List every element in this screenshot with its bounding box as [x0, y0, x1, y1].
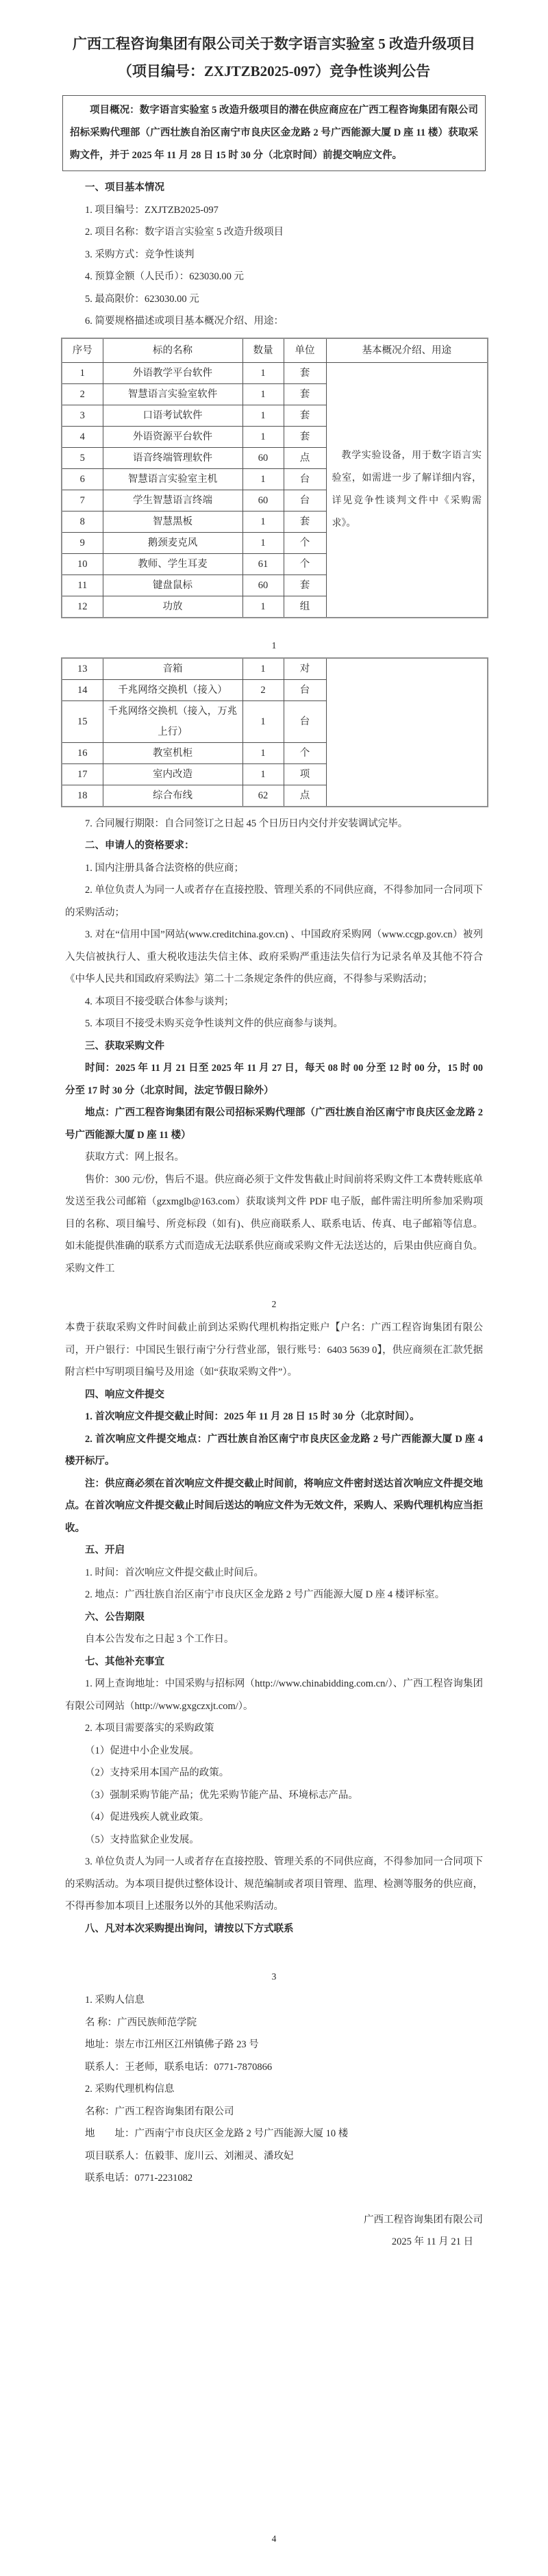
paragraph: 1. 采购人信息	[85, 1995, 145, 2006]
paragraph: 3. 单位负责人为同一人或者存在直接控股、管理关系的不同供应商，不得参加同一合同项下的采购活动。为本项目提供过整体设计、规范编制或者项目管理、监理、检测等服务的供应商，不得再参加本项目上述服务以外的其他采购活动。	[65, 1856, 483, 1912]
table-cell: 学生智慧语言终端	[103, 490, 242, 511]
paragraph: 7. 合同履行期限：自合同签订之日起 45 个日历日内交付并安装调试完毕。	[85, 818, 408, 829]
paragraph: （3）强制采购节能产品；优先采购节能产品、环境标志产品。	[85, 1789, 358, 1801]
paragraph: （4）促进残疾人就业政策。	[85, 1812, 210, 1823]
content-page3	[65, 1317, 483, 1940]
paragraph: 联系人：王老师，联系电话：0771-7870866	[85, 2061, 273, 2073]
table-note-cell: 教学实验设备，用于数字语言实验室，如需进一步了解详细内容，详见竞争性谈判文件中《采购需求》。	[326, 362, 488, 618]
paragraph: 联系电话：0771-2231082	[85, 2173, 193, 2184]
table-header-cell: 数量	[242, 338, 284, 363]
table-header-row	[62, 338, 488, 363]
paragraph: 获取方式：网上报名。	[85, 1152, 184, 1163]
table-cell: 千兆网络交换机（接入，万兆上行）	[103, 700, 242, 742]
table-cell: 台	[284, 679, 326, 700]
basic-info-item: 2. 项目名称：数字语言实验室 5 改造升级项目	[85, 227, 284, 238]
paragraph: 2. 地点：广西壮族自治区南宁市良庆区金龙路 2 号广西能源大厦 D 座 4 楼评标室。	[85, 1589, 445, 1600]
page-number-1: 1	[271, 640, 277, 651]
paragraph: 地点：广西工程咨询集团有限公司招标采购代理部（广西壮族自治区南宁市良庆区金龙路 2 号广西能源大厦 D 座 11 楼）	[65, 1107, 483, 1141]
table-cell: 个	[284, 553, 326, 574]
paragraph: 二、申请人的资格要求：	[85, 840, 195, 851]
paragraph: 三、获取采购文件	[85, 1040, 164, 1052]
table-cell: 1	[242, 700, 284, 742]
table-row	[62, 362, 488, 383]
table-cell: 1	[242, 596, 284, 618]
table-cell: 千兆网络交换机（接入）	[103, 679, 242, 700]
table-cell: 5	[62, 447, 103, 468]
paragraph: 名称：广西工程咨询集团有限公司	[85, 2106, 234, 2117]
basic-info-item: 5. 最高限价：623030.00 元	[85, 293, 199, 305]
paragraph: 时间：2025 年 11 月 21 日至 2025 年 11 月 27 日，每天 08 时 00 分至 12 时 00 分，15 时 00 分至 17 时 30 分（北京时间，法定节假日除外）	[65, 1063, 483, 1096]
table-cell: 套	[284, 362, 326, 383]
paragraph: 八、凡对本次采购提出询问，请按以下方式联系	[85, 1923, 294, 1934]
paragraph: 2. 采购代理机构信息	[85, 2084, 175, 2095]
table-cell: 室内改造	[103, 763, 242, 785]
paragraph: 名 称：广西民族师范学院	[85, 2017, 197, 2028]
table-cell: 教室机柜	[103, 742, 242, 763]
content-page4	[65, 1989, 483, 2190]
table-cell: 个	[284, 532, 326, 553]
table-cell: 口语考试软件	[103, 405, 242, 426]
page-number-4: 4	[271, 2534, 277, 2544]
table-header-cell: 单位	[284, 338, 326, 363]
table-cell: 6	[62, 468, 103, 490]
paragraph: 1. 网上查询地址：中国采购与招标网（http://www.chinabidding.com.cn/）、广西工程咨询集团有限公司网站（http://www.gxgczxjt.com/）。	[65, 1678, 483, 1712]
table-header-cell: 序号	[62, 338, 103, 363]
table-cell: 鹅颈麦克风	[103, 532, 242, 553]
content-page2	[65, 813, 483, 1280]
table-row	[62, 658, 488, 680]
table-cell: 8	[62, 511, 103, 532]
table-cell: 1	[242, 658, 284, 680]
table-cell: 组	[284, 596, 326, 618]
table-cell: 1	[242, 532, 284, 553]
table-cell: 外语教学平台软件	[103, 362, 242, 383]
table-cell: 60	[242, 447, 284, 468]
paragraph: 地 址：广西南宁市良庆区金龙路 2 号广西能源大厦 10 楼	[85, 2128, 349, 2139]
paragraph: 本费于获取采购文件时间截止前到达采购代理机构指定账户【户名：广西工程咨询集团有限公司，开户银行：中国民生银行南宁分行营业部，银行账号：6403 5639 0】，供应商须在汇款凭据附言栏中写明项目编号及用途（如“获取采购文件”）。	[65, 1322, 483, 1378]
signature-company: 广西工程咨询集团有限公司	[364, 2214, 483, 2225]
table-cell: 个	[284, 742, 326, 763]
table-header-cell: 基本概况介绍、用途	[326, 338, 488, 363]
table-cell: 3	[62, 405, 103, 426]
project-overview-box	[62, 95, 486, 171]
table-cell: 1	[62, 362, 103, 383]
table-cell: 点	[284, 447, 326, 468]
table-cell: 智慧语言实验室软件	[103, 383, 242, 405]
paragraph: 1. 时间：首次响应文件提交截止时间后。	[85, 1567, 264, 1578]
basic-info-item: 1. 项目编号：ZXJTZB2025-097	[85, 204, 219, 216]
paragraph: 2. 本项目需要落实的采购政策	[85, 1723, 214, 1734]
document-title-line1: 广西工程咨询集团有限公司关于数字语言实验室 5 改造升级项目	[73, 36, 475, 52]
procurement-items-table-page2	[61, 657, 488, 807]
procurement-items-table-page1	[61, 338, 488, 618]
table-cell: 13	[62, 658, 103, 680]
paragraph: 2. 首次响应文件提交地点：广西壮族自治区南宁市良庆区金龙路 2 号广西能源大厦 D 座 4 楼开标厅。	[65, 1433, 483, 1467]
paragraph: 2. 单位负责人为同一人或者存在直接控股、管理关系的不同供应商，不得参加同一合同项下的采购活动；	[65, 885, 483, 918]
section-basic-info-items	[65, 199, 483, 333]
paragraph: 1. 国内注册具备合法资格的供应商；	[85, 862, 244, 874]
paragraph: 项目联系人：伍毅菲、庞川云、刘湘灵、潘玫妃	[85, 2150, 294, 2162]
paragraph: （5）支持监狱企业发展。	[85, 1834, 199, 1845]
table-cell: 套	[284, 383, 326, 405]
table-cell: 1	[242, 362, 284, 383]
table-cell: 2	[62, 383, 103, 405]
paragraph: 自本公告发布之日起 3 个工作日。	[85, 1634, 234, 1645]
table-cell: 7	[62, 490, 103, 511]
section-basic-info	[65, 177, 483, 333]
document-title-line2: （项目编号：ZXJTZB2025-097）竞争性谈判公告	[117, 63, 431, 79]
table-cell: 2	[242, 679, 284, 700]
table-cell: 1	[242, 763, 284, 785]
signature-date: 2025 年 11 月 21 日	[391, 2236, 473, 2247]
signature-block	[65, 2209, 483, 2253]
table-cell: 套	[284, 426, 326, 447]
table-cell: 14	[62, 679, 103, 700]
page-number-3: 3	[271, 1971, 277, 1982]
table-header-cell: 标的名称	[103, 338, 242, 363]
table-cell: 项	[284, 763, 326, 785]
table-cell: 套	[284, 405, 326, 426]
table-cell: 套	[284, 574, 326, 596]
table-cell: 1	[242, 383, 284, 405]
paragraph: （1）促进中小企业发展。	[85, 1745, 199, 1756]
table-cell: 对	[284, 658, 326, 680]
table-cell: 12	[62, 596, 103, 618]
paragraph: 4. 本项目不接受联合体参与谈判；	[85, 996, 234, 1007]
table-cell: 智慧语言实验室主机	[103, 468, 242, 490]
paragraph: 1. 首次响应文件提交截止时间：2025 年 11 月 28 日 15 时 30 分（北京时间）。	[85, 1411, 420, 1422]
table-cell: 60	[242, 574, 284, 596]
table-note-cell	[326, 658, 488, 807]
table-cell: 15	[62, 700, 103, 742]
table-cell: 11	[62, 574, 103, 596]
paragraph: 售价：300 元/份，售后不退。供应商必须于文件发售截止时间前将采购文件工本费转账底单发送至我公司邮箱（gzxmglb@163.com）获取谈判文件 PDF 电子版，邮件需注明所参加采购项目的名称、项目编号、所竞标段（如有)、供应商联系人、联系电话、传真、电子邮箱等信息。如未能提供准确的联系方式而造成无法联系供应商或采购文件无法送达的，后果由供应商自负。采购文件工	[65, 1174, 483, 1274]
table-cell: 智慧黑板	[103, 511, 242, 532]
table-cell: 4	[62, 426, 103, 447]
table-cell: 9	[62, 532, 103, 553]
project-overview-text: 项目概况：数字语言实验室 5 改造升级项目的潜在供应商应在广西工程咨询集团有限公司招标采购代理部（广西壮族自治区南宁市良庆区金龙路 2 号广西能源大厦 D 座 11 楼）获取采购文件，并于 2025 年 11 月 28 日 15 时 30 分（北京时间）前提交响应文件。	[70, 105, 478, 161]
paragraph: 5. 本项目不接受未购买竞争性谈判文件的供应商参与谈判。	[85, 1018, 343, 1029]
table-cell: 综合布线	[103, 785, 242, 807]
paragraph: 3. 对在“信用中国”网站(www.creditchina.gov.cn) 、中国政府采购网（www.ccgp.gov.cn）被列入失信被执行人、重大税收违法失信主体、政府采购严重违法失信行为记录名单及其他不符合《中华人民共和国政府采购法》第二十二条规定条件的供应商，不得参与采购活动；	[65, 929, 483, 985]
paragraph: 五、开启	[85, 1545, 125, 1556]
table-cell: 16	[62, 742, 103, 763]
table-cell: 功放	[103, 596, 242, 618]
table-cell: 语音终端管理软件	[103, 447, 242, 468]
table-cell: 套	[284, 511, 326, 532]
table-cell: 教师、学生耳麦	[103, 553, 242, 574]
table-cell: 音箱	[103, 658, 242, 680]
table-cell: 60	[242, 490, 284, 511]
table-cell: 1	[242, 405, 284, 426]
table-cell: 台	[284, 468, 326, 490]
paragraph: 六、公告期限	[85, 1611, 145, 1623]
paragraph: （2）支持采用本国产品的政策。	[85, 1767, 229, 1778]
paragraph: 注：供应商必须在首次响应文件提交截止时间前，将响应文件密封送达首次响应文件提交地点。在首次响应文件提交截止时间后送达的响应文件为无效文件，采购人、采购代理机构应当拒收。	[65, 1478, 483, 1534]
table-cell: 10	[62, 553, 103, 574]
table-cell: 1	[242, 468, 284, 490]
table-cell: 1	[242, 511, 284, 532]
table-cell: 外语资源平台软件	[103, 426, 242, 447]
page-number-2: 2	[271, 1299, 277, 1309]
basic-info-item: 6. 简要规格描述或项目基本概况介绍、用途：	[85, 316, 284, 327]
basic-info-item: 3. 采购方式：竞争性谈判	[85, 249, 195, 260]
table-cell: 18	[62, 785, 103, 807]
basic-info-item: 4. 预算金额（人民币）：623030.00 元	[85, 271, 244, 282]
document-title	[60, 30, 488, 85]
table-cell: 键盘鼠标	[103, 574, 242, 596]
table-cell: 61	[242, 553, 284, 574]
table-cell: 点	[284, 785, 326, 807]
table-cell: 62	[242, 785, 284, 807]
table-cell: 台	[284, 700, 326, 742]
table-cell: 1	[242, 426, 284, 447]
paragraph: 四、响应文件提交	[85, 1389, 164, 1400]
paragraph: 七、其他补充事宜	[85, 1656, 164, 1667]
section-heading: 一、项目基本情况	[85, 182, 164, 193]
table-cell: 1	[242, 742, 284, 763]
table-cell: 17	[62, 763, 103, 785]
paragraph: 地址：崇左市江州区江州镇佛子路 23 号	[85, 2039, 259, 2050]
table-cell: 台	[284, 490, 326, 511]
